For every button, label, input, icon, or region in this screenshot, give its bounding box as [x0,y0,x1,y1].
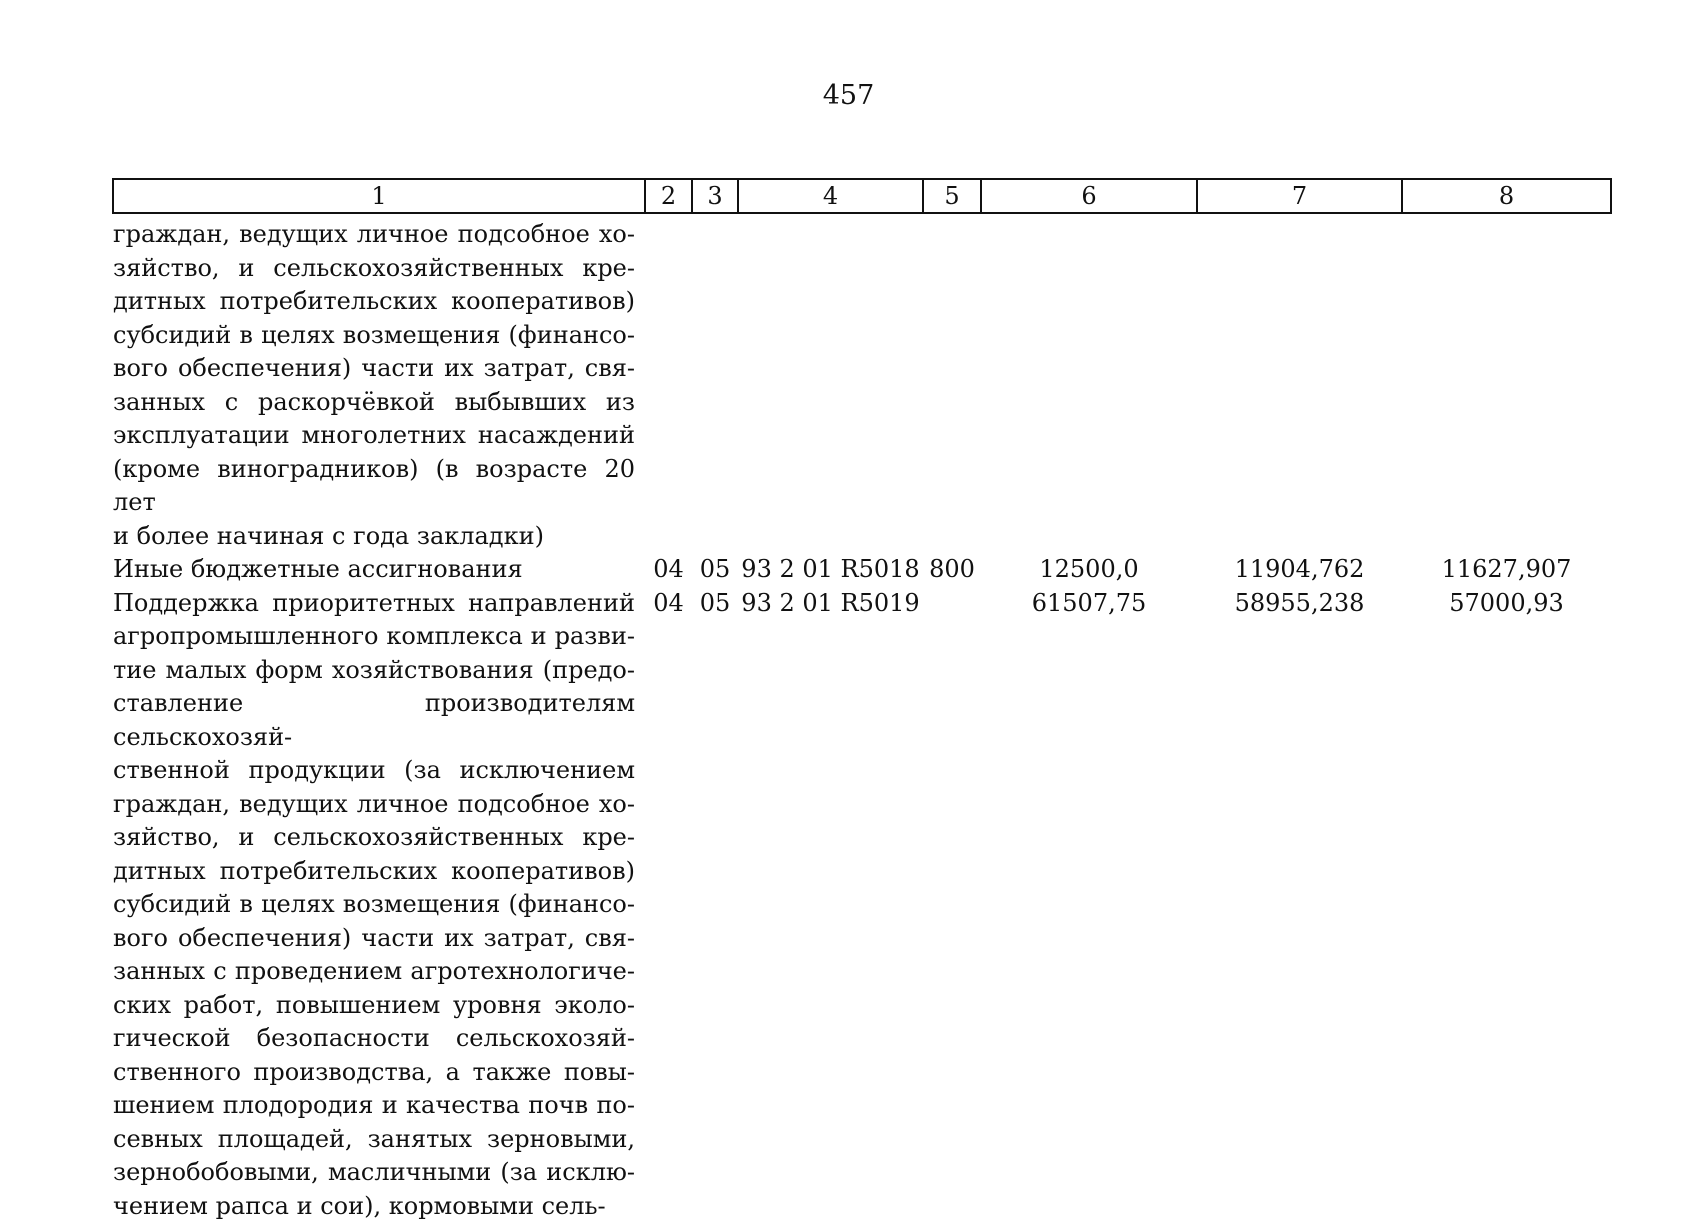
cell-c2 [645,1123,692,1157]
page-number: 457 [0,80,1697,112]
cell-c5 [923,754,981,788]
cell-c7 [1197,687,1402,754]
cell-c6 [981,319,1197,353]
cell-c5 [923,1089,981,1123]
cell-c8 [1402,453,1611,520]
cell-c8 [1402,687,1611,754]
table-row [113,285,1611,319]
cell-c2 [645,1190,692,1223]
cell-c8 [1402,252,1611,286]
column-header-2: 2 [645,179,692,213]
cell-c3: 05 [692,587,738,621]
cell-c4 [738,1056,923,1090]
cell-c4 [738,855,923,889]
row-name-line: ственной продукции (за исключением [113,754,645,788]
cell-c5 [923,1022,981,1056]
cell-c7 [1197,821,1402,855]
cell-c8 [1402,1123,1611,1157]
cell-c2 [645,922,692,956]
cell-c8: 11627,907 [1402,553,1611,587]
cell-c8 [1402,520,1611,554]
cell-c7: 11904,762 [1197,553,1402,587]
table-row [113,419,1611,453]
cell-c7 [1197,922,1402,956]
cell-c5 [923,922,981,956]
cell-c6 [981,1089,1197,1123]
cell-c6 [981,654,1197,688]
cell-c7 [1197,754,1402,788]
cell-c6 [981,285,1197,319]
cell-c7 [1197,252,1402,286]
cell-c5 [923,888,981,922]
cell-c8 [1402,788,1611,822]
column-header-7: 7 [1197,179,1402,213]
cell-c3 [692,989,738,1023]
cell-c7 [1197,1022,1402,1056]
cell-c4 [738,1022,923,1056]
table-row [113,587,1611,621]
row-name-line: граждан, ведущих личное подсобное хо- [113,788,645,822]
cell-c6 [981,252,1197,286]
cell-c8 [1402,386,1611,420]
cell-c6 [981,419,1197,453]
row-name-line: гической безопасности сельскохозяй- [113,1022,645,1056]
cell-c7 [1197,453,1402,520]
cell-c4 [738,654,923,688]
table-row [113,386,1611,420]
cell-c5 [923,252,981,286]
row-name-line: ских работ, повышением уровня эколо- [113,989,645,1023]
cell-c7 [1197,419,1402,453]
cell-c7 [1197,520,1402,554]
cell-c6 [981,1190,1197,1223]
cell-c2 [645,520,692,554]
cell-c2 [645,754,692,788]
cell-c6 [981,922,1197,956]
cell-c8 [1402,1156,1611,1190]
row-name-line: зяйство, и сельскохозяйственных кре- [113,252,645,286]
table-row [113,955,1611,989]
cell-c2 [645,352,692,386]
cell-c6 [981,1022,1197,1056]
cell-c2 [645,888,692,922]
row-name-line: вого обеспечения) части их затрат, свя- [113,352,645,386]
table-row [113,553,1611,587]
cell-c4 [738,419,923,453]
column-header-6: 6 [981,179,1197,213]
row-name-line: агропромышленного комплекса и разви- [113,620,645,654]
cell-c3 [692,788,738,822]
cell-c3 [692,1123,738,1157]
cell-c3 [692,754,738,788]
cell-c7 [1197,218,1402,252]
cell-c3 [692,1156,738,1190]
cell-c5 [923,587,981,621]
cell-c6 [981,855,1197,889]
table-row [113,520,1611,554]
row-name-line: субсидий в целях возмещения (финансо- [113,319,645,353]
cell-c4 [738,1089,923,1123]
cell-c2 [645,386,692,420]
column-header-3: 3 [692,179,738,213]
row-name-line: граждан, ведущих личное подсобное хо- [113,218,645,252]
row-name-line: занных с раскорчёвкой выбывших из [113,386,645,420]
cell-c3 [692,520,738,554]
cell-c4 [738,1156,923,1190]
cell-c6 [981,352,1197,386]
cell-c8 [1402,1056,1611,1090]
cell-c8 [1402,955,1611,989]
column-header-5: 5 [923,179,981,213]
row-name-line: субсидий в целях возмещения (финансо- [113,888,645,922]
cell-c4 [738,386,923,420]
cell-c7 [1197,285,1402,319]
cell-c3 [692,821,738,855]
cell-c7 [1197,352,1402,386]
cell-c2 [645,285,692,319]
cell-c7 [1197,1123,1402,1157]
cell-c3 [692,285,738,319]
table-row [113,352,1611,386]
table-row [113,620,1611,654]
row-name-line: ственного производства, а также повы- [113,1056,645,1090]
cell-c7: 58955,238 [1197,587,1402,621]
cell-c7 [1197,319,1402,353]
row-name-line: эксплуатации многолетних насаждений [113,419,645,453]
row-name-line: Поддержка приоритетных направлений [113,587,645,621]
cell-c2 [645,788,692,822]
cell-c4: 93 2 01 R5019 [738,587,923,621]
cell-c2 [645,218,692,252]
cell-c2 [645,855,692,889]
row-name-line: шением плодородия и качества почв по- [113,1089,645,1123]
cell-c7 [1197,788,1402,822]
cell-c6 [981,888,1197,922]
cell-c7 [1197,888,1402,922]
cell-c5 [923,419,981,453]
table-row [113,1123,1611,1157]
cell-c4 [738,922,923,956]
row-name-line: чением рапса и сои), кормовыми сель- [113,1190,645,1223]
cell-c3: 05 [692,553,738,587]
column-number-header [113,179,1611,213]
row-name-line: дитных потребительских кооперативов) [113,285,645,319]
cell-c6 [981,620,1197,654]
cell-c8 [1402,352,1611,386]
cell-c4 [738,888,923,922]
cell-c2 [645,955,692,989]
cell-c5 [923,386,981,420]
column-header-8: 8 [1402,179,1611,213]
column-header-4: 4 [738,179,923,213]
cell-c6 [981,955,1197,989]
cell-c7 [1197,1156,1402,1190]
cell-c6 [981,218,1197,252]
table-row [113,989,1611,1023]
cell-c3 [692,1022,738,1056]
cell-c5 [923,1190,981,1223]
cell-c7 [1197,1190,1402,1223]
cell-c6 [981,1156,1197,1190]
cell-c7 [1197,386,1402,420]
cell-c8: 57000,93 [1402,587,1611,621]
cell-c3 [692,687,738,754]
cell-c5 [923,989,981,1023]
cell-c8 [1402,888,1611,922]
cell-c4 [738,620,923,654]
cell-c3 [692,252,738,286]
cell-c4 [738,1190,923,1223]
cell-c4 [738,520,923,554]
cell-c6 [981,687,1197,754]
column-header-1: 1 [113,179,645,213]
cell-c4 [738,955,923,989]
cell-c5 [923,620,981,654]
cell-c8 [1402,1089,1611,1123]
cell-c2: 04 [645,553,692,587]
cell-c4 [738,788,923,822]
cell-c4 [738,285,923,319]
row-name-line: дитных потребительских кооперативов) [113,855,645,889]
cell-c2 [645,252,692,286]
cell-c7 [1197,1089,1402,1123]
cell-c5 [923,453,981,520]
cell-c3 [692,1190,738,1223]
cell-c4 [738,352,923,386]
cell-c8 [1402,218,1611,252]
row-name-line: и более начиная с года закладки) [113,520,645,554]
cell-c5 [923,1123,981,1157]
cell-c7 [1197,955,1402,989]
table-row [113,453,1611,520]
table-row [113,1089,1611,1123]
cell-c3 [692,888,738,922]
cell-c8 [1402,1190,1611,1223]
cell-c8 [1402,754,1611,788]
cell-c2 [645,319,692,353]
cell-c8 [1402,654,1611,688]
table-row [113,1190,1611,1223]
cell-c3 [692,855,738,889]
cell-c7 [1197,989,1402,1023]
cell-c4 [738,754,923,788]
cell-c7 [1197,620,1402,654]
table-row [113,821,1611,855]
row-name-line: (кроме виноградников) (в возрасте 20 лет [113,453,645,520]
cell-c6 [981,754,1197,788]
cell-c3 [692,1056,738,1090]
cell-c8 [1402,419,1611,453]
row-name-line: Иные бюджетные ассигнования [113,553,645,587]
cell-c5 [923,821,981,855]
cell-c4 [738,218,923,252]
cell-c7 [1197,855,1402,889]
cell-c6 [981,520,1197,554]
cell-c6 [981,821,1197,855]
cell-c3 [692,955,738,989]
cell-c3 [692,352,738,386]
cell-c2: 04 [645,587,692,621]
cell-c5 [923,855,981,889]
cell-c8 [1402,855,1611,889]
cell-c6 [981,453,1197,520]
table-row [113,922,1611,956]
budget-table [112,178,1612,1223]
table-row [113,1022,1611,1056]
cell-c2 [645,453,692,520]
table-body [113,213,1611,1223]
cell-c5 [923,955,981,989]
cell-c6 [981,386,1197,420]
cell-c3 [692,319,738,353]
cell-c6: 12500,0 [981,553,1197,587]
cell-c3 [692,453,738,520]
cell-c2 [645,654,692,688]
table-row [113,654,1611,688]
table-row [113,687,1611,754]
cell-c6 [981,1056,1197,1090]
cell-c4 [738,687,923,754]
cell-c2 [645,821,692,855]
cell-c5 [923,1056,981,1090]
cell-c3 [692,654,738,688]
table-row [113,788,1611,822]
cell-c2 [645,989,692,1023]
row-name-line: вого обеспечения) части их затрат, свя- [113,922,645,956]
table-row [113,252,1611,286]
cell-c7 [1197,1056,1402,1090]
cell-c5 [923,687,981,754]
cell-c2 [645,687,692,754]
cell-c4 [738,252,923,286]
cell-c5 [923,788,981,822]
table-row [113,754,1611,788]
cell-c5 [923,352,981,386]
cell-c4 [738,453,923,520]
cell-c8 [1402,821,1611,855]
cell-c7 [1197,654,1402,688]
table-row [113,888,1611,922]
cell-c6: 61507,75 [981,587,1197,621]
cell-c4 [738,989,923,1023]
cell-c2 [645,1022,692,1056]
cell-c2 [645,419,692,453]
cell-c3 [692,218,738,252]
row-name-line: севных площадей, занятых зерновыми, [113,1123,645,1157]
table-row [113,1056,1611,1090]
cell-c2 [645,1156,692,1190]
cell-c4 [738,319,923,353]
table-row [113,218,1611,252]
cell-c4: 93 2 01 R5018 [738,553,923,587]
cell-c3 [692,620,738,654]
cell-c5 [923,319,981,353]
cell-c2 [645,620,692,654]
row-name-line: зернобобовыми, масличными (за исклю- [113,1156,645,1190]
table-row [113,855,1611,889]
cell-c8 [1402,620,1611,654]
row-name-line: зяйство, и сельскохозяйственных кре- [113,821,645,855]
row-name-line: ставление производителям сельскохозяй- [113,687,645,754]
cell-c6 [981,989,1197,1023]
cell-c3 [692,419,738,453]
cell-c5: 800 [923,553,981,587]
cell-c2 [645,1089,692,1123]
cell-c3 [692,386,738,420]
cell-c6 [981,788,1197,822]
table-row [113,1156,1611,1190]
cell-c5 [923,1156,981,1190]
row-name-line: тие малых форм хозяйствования (предо- [113,654,645,688]
cell-c8 [1402,989,1611,1023]
cell-c8 [1402,922,1611,956]
cell-c8 [1402,319,1611,353]
cell-c5 [923,520,981,554]
cell-c8 [1402,1022,1611,1056]
row-name-line: занных с проведением агротехнологиче- [113,955,645,989]
cell-c4 [738,1123,923,1157]
cell-c3 [692,1089,738,1123]
table-row [113,319,1611,353]
cell-c8 [1402,285,1611,319]
cell-c3 [692,922,738,956]
cell-c6 [981,1123,1197,1157]
cell-c2 [645,1056,692,1090]
cell-c5 [923,654,981,688]
cell-c5 [923,285,981,319]
cell-c4 [738,821,923,855]
cell-c5 [923,218,981,252]
